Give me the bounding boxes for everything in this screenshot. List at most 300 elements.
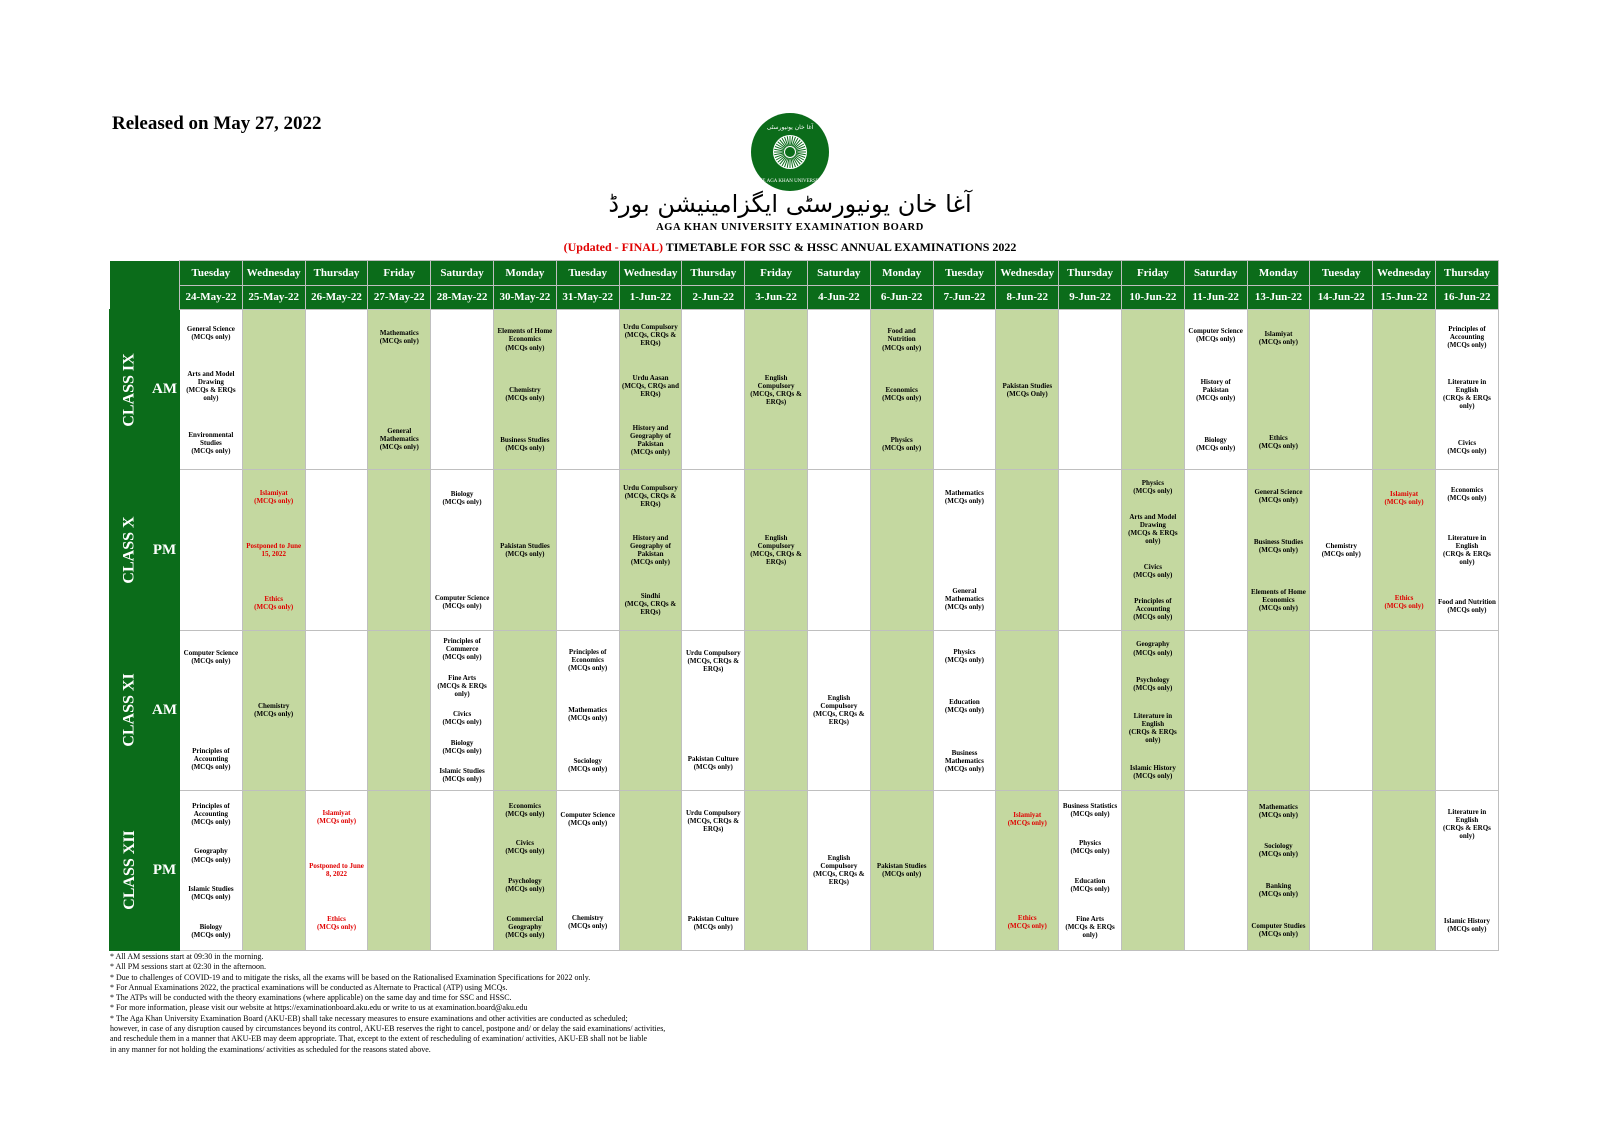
exam-subject: Principles of Accounting bbox=[192, 747, 230, 764]
exam-entry bbox=[882, 436, 921, 452]
exam-subject: Mathematics bbox=[1258, 802, 1298, 811]
exam-entry bbox=[587, 866, 589, 874]
exam-cell bbox=[431, 790, 494, 950]
exam-cell bbox=[996, 630, 1059, 790]
exam-entry bbox=[182, 370, 240, 402]
exam-entry bbox=[1071, 877, 1110, 893]
exam-entry bbox=[505, 386, 544, 402]
dates-header: 4-Jun-22 bbox=[807, 285, 870, 310]
exam-subject: General Mathematics bbox=[379, 426, 419, 443]
exam-cell bbox=[1247, 310, 1310, 470]
exam-entry bbox=[1438, 598, 1496, 614]
exam-subject: Physics bbox=[1078, 839, 1102, 848]
exam-entry bbox=[684, 649, 742, 673]
exam-entry bbox=[191, 847, 230, 863]
exam-format: (MCQs only) bbox=[316, 923, 357, 932]
exam-subject: Ethics bbox=[264, 595, 284, 604]
exam-subject: Business Statistics bbox=[1062, 801, 1118, 810]
board-name: AGA KHAN UNIVERSITY EXAMINATION BOARD bbox=[656, 222, 924, 233]
exam-entry bbox=[882, 386, 921, 402]
exam-cell bbox=[996, 470, 1059, 630]
footnote-line: * The Aga Khan University Examination Board (AKU-EB) shall take necessary measures to ensure examinations and other activities are conducted as scheduled; bbox=[110, 1013, 628, 1023]
exam-subject: Sindhi bbox=[640, 592, 661, 601]
exam-format: (MCQs only) bbox=[442, 718, 482, 727]
exam-entry bbox=[187, 325, 235, 341]
exam-entry bbox=[1063, 802, 1117, 818]
exam-cell bbox=[807, 790, 870, 950]
exam-subject: Civics bbox=[452, 710, 472, 719]
exam-format: (MCQs only) bbox=[1007, 818, 1047, 827]
exam-format: (MCQs only) bbox=[568, 818, 608, 827]
exam-cell bbox=[619, 470, 682, 630]
exam-subject: Principles of Accounting bbox=[192, 801, 230, 818]
exam-cell bbox=[493, 630, 556, 790]
exam-entry bbox=[433, 637, 491, 661]
exam-entry bbox=[496, 327, 554, 351]
exam-entry bbox=[439, 767, 484, 783]
exam-entry bbox=[1438, 325, 1496, 349]
title-main: TIMETABLE FOR SSC & HSSC ANNUAL EXAMINATIONS 2022 bbox=[665, 240, 1017, 254]
exam-subject: Principles of Accounting bbox=[1134, 596, 1172, 613]
exam-cell bbox=[431, 310, 494, 470]
exam-subject: Physics bbox=[1141, 479, 1164, 488]
exam-entry bbox=[1196, 436, 1235, 452]
exam-format: (MCQs only) bbox=[1258, 546, 1298, 555]
exam-cell bbox=[242, 630, 305, 790]
dates-header: 28-May-22 bbox=[431, 285, 494, 310]
exam-format: (MCQs only) bbox=[1070, 885, 1110, 894]
exam-format: (CRQs & ERQs only) bbox=[1443, 393, 1491, 410]
dates-header: 11-Jun-22 bbox=[1184, 285, 1247, 310]
exam-entry bbox=[191, 923, 230, 939]
exam-subject: Economics bbox=[885, 385, 918, 394]
exam-subject: Computer Science bbox=[434, 593, 490, 602]
session-label: PM bbox=[150, 470, 180, 630]
exam-format: (CRQs & ERQs only) bbox=[1443, 824, 1491, 841]
exam-subject: Ethics bbox=[1269, 433, 1288, 442]
class-row bbox=[110, 630, 1499, 790]
exam-format: (MCQs only) bbox=[191, 855, 231, 864]
exam-cell bbox=[682, 790, 745, 950]
exam-entry bbox=[810, 694, 868, 726]
days-header: Wednesday bbox=[996, 261, 1059, 286]
exam-format: (MCQs, CRQs & ERQs) bbox=[624, 331, 677, 348]
exam-format: (MCQs only) bbox=[505, 550, 545, 559]
exam-entry bbox=[688, 915, 739, 931]
exam-entry bbox=[1438, 534, 1496, 566]
exam-subject: Islamiyat bbox=[1390, 490, 1419, 499]
exam-format: (MCQs only) bbox=[254, 496, 294, 505]
exam-format: (MCQs, CRQs & ERQs) bbox=[813, 870, 865, 887]
exam-format: (MCQs only) bbox=[1070, 847, 1110, 856]
exam-cell bbox=[1121, 470, 1184, 630]
exam-subject: Pakistan Culture bbox=[687, 755, 739, 764]
exam-subject: Geography bbox=[1136, 640, 1170, 649]
exam-format: (MCQs only) bbox=[1133, 612, 1173, 621]
exam-entry bbox=[622, 592, 680, 616]
release-date: Released on May 27, 2022 bbox=[112, 113, 322, 134]
footnote-line: * For Annual Examinations 2022, the practical examinations will be conducted as Alternate to Practical (ATP) using MCQs. bbox=[110, 982, 508, 992]
exam-subject: Computer Science bbox=[560, 810, 615, 819]
exam-entry bbox=[1188, 327, 1243, 343]
exam-entry bbox=[559, 648, 617, 672]
dates-header: 30-May-22 bbox=[493, 285, 556, 310]
days-header: Tuesday bbox=[1310, 261, 1373, 286]
exam-cell bbox=[1373, 470, 1436, 630]
title-prefix: (Updated - FINAL) bbox=[563, 240, 663, 254]
exam-entry bbox=[1384, 490, 1423, 506]
footnote-line: * Due to challenges of COVID-19 and to mitigate the risks, all the exams will be based on the Rationalised Examination Specifications for 2022 only. bbox=[110, 972, 591, 982]
exam-cell bbox=[305, 630, 368, 790]
exam-cell bbox=[242, 310, 305, 470]
exam-cell bbox=[242, 790, 305, 950]
exam-entry bbox=[500, 542, 550, 558]
exam-format: (MCQs only) bbox=[1447, 605, 1487, 614]
exam-entry bbox=[254, 489, 293, 505]
exam-format: (MCQs only) bbox=[505, 393, 545, 402]
exam-entry bbox=[1438, 808, 1496, 840]
exam-cell bbox=[1310, 630, 1373, 790]
exam-format: (MCQs only) bbox=[1258, 338, 1298, 347]
class-label bbox=[110, 790, 150, 950]
exam-entry bbox=[945, 698, 984, 714]
exam-subject: Ethics bbox=[1394, 593, 1414, 602]
exam-format: (MCQs only) bbox=[1007, 922, 1047, 931]
exam-format: (MCQs only) bbox=[1258, 930, 1298, 939]
exam-format: (MCQs only) bbox=[882, 870, 922, 879]
exam-entry bbox=[1259, 842, 1298, 858]
exam-entry bbox=[1061, 915, 1119, 939]
exam-entry bbox=[1278, 386, 1280, 394]
exam-entry bbox=[308, 862, 366, 878]
exam-cell bbox=[1435, 310, 1498, 470]
exam-cell bbox=[493, 470, 556, 630]
exam-entry bbox=[1444, 917, 1490, 933]
exam-subject: Urdu Compulsory bbox=[623, 323, 678, 332]
exam-subject: Literature in English bbox=[1447, 377, 1487, 394]
exam-format: (MCQs only) bbox=[316, 817, 357, 826]
exam-format: (MCQs only) bbox=[1133, 771, 1173, 780]
dates-header: 7-Jun-22 bbox=[933, 285, 996, 310]
exam-subject: Arts and Model Drawing bbox=[187, 369, 235, 386]
exam-format: (MCQs only) bbox=[191, 332, 231, 341]
exam-cell bbox=[368, 790, 431, 950]
days-header: Friday bbox=[368, 261, 431, 286]
exam-format: (MCQs only) bbox=[1133, 487, 1173, 496]
exam-entry bbox=[684, 809, 742, 833]
exam-format: (MCQs Only) bbox=[1006, 389, 1048, 398]
footnote-line: * The ATPs will be conducted with the theory examinations (where applicable) on the same day and time for SSC and HSSC. bbox=[110, 993, 512, 1003]
exam-format: (MCQs only) bbox=[379, 336, 419, 345]
exam-subject: Environmental Studies bbox=[188, 430, 234, 447]
exam-entry bbox=[622, 534, 680, 566]
exam-cell bbox=[1059, 310, 1122, 470]
exam-cell bbox=[556, 310, 619, 470]
exam-cell bbox=[745, 470, 808, 630]
exam-format: (MCQs only) bbox=[379, 442, 419, 451]
header-corner bbox=[110, 285, 180, 310]
footnotes bbox=[110, 952, 665, 1055]
exam-subject: Literature in English bbox=[1133, 711, 1173, 729]
exam-cell bbox=[1247, 470, 1310, 630]
exam-subject: English Compulsory bbox=[820, 694, 858, 711]
exam-subject: Education bbox=[949, 698, 980, 707]
exam-format: (MCQs only) bbox=[1447, 340, 1487, 349]
exam-format: (MCQs only) bbox=[1447, 924, 1487, 933]
exam-cell bbox=[556, 470, 619, 630]
exam-subject: Elements of Home Economics bbox=[497, 327, 553, 344]
exam-format: (MCQs only) bbox=[630, 448, 671, 457]
dates-header: 14-Jun-22 bbox=[1310, 285, 1373, 310]
exam-subject: Biology bbox=[199, 923, 223, 932]
days-header: Saturday bbox=[431, 261, 494, 286]
exam-format: (MCQs only) bbox=[442, 498, 482, 507]
class-label bbox=[110, 470, 150, 630]
exam-cell bbox=[1247, 790, 1310, 950]
exam-format: (MCQs & ERQs only) bbox=[1065, 923, 1115, 940]
exam-cell bbox=[933, 310, 996, 470]
exam-cell bbox=[996, 790, 1059, 950]
exam-format: (MCQs only) bbox=[1384, 498, 1424, 507]
exam-cell bbox=[368, 310, 431, 470]
exam-cell bbox=[682, 470, 745, 630]
exam-entry bbox=[688, 755, 739, 771]
exam-entry bbox=[873, 327, 931, 351]
exam-entry bbox=[622, 374, 680, 398]
exam-subject: English Compulsory bbox=[757, 533, 795, 550]
exam-cell bbox=[996, 310, 1059, 470]
exam-entry bbox=[810, 854, 868, 886]
exam-subject: History and Geography of Pakistan bbox=[629, 424, 671, 449]
header-corner bbox=[110, 261, 180, 286]
exam-subject: Sociology bbox=[1264, 842, 1293, 851]
exam-entry bbox=[945, 648, 984, 664]
exam-cell bbox=[933, 470, 996, 630]
exam-cell bbox=[556, 790, 619, 950]
exam-subject: Civics bbox=[515, 839, 535, 848]
exam-subject: General Mathematics bbox=[945, 586, 984, 604]
exam-cell bbox=[807, 630, 870, 790]
exam-cell bbox=[619, 790, 682, 950]
days-header: Tuesday bbox=[556, 261, 619, 286]
exam-format: (MCQs, CRQs & ERQs) bbox=[624, 491, 677, 508]
exam-format: (MCQs, CRQs & ERQs) bbox=[813, 710, 865, 727]
exam-format: (MCQs only) bbox=[568, 663, 608, 672]
exam-subject: Pakistan Studies bbox=[500, 541, 550, 550]
dates-header: 26-May-22 bbox=[305, 285, 368, 310]
exam-entry bbox=[1259, 803, 1298, 819]
exam-format: (MCQs only) bbox=[505, 343, 545, 352]
exam-format: (MCQs only) bbox=[1133, 570, 1173, 579]
dates-header: 13-Jun-22 bbox=[1247, 285, 1310, 310]
exam-cell bbox=[1184, 470, 1247, 630]
class-row bbox=[110, 470, 1499, 630]
exam-cell bbox=[305, 790, 368, 950]
footnote-line: * All PM sessions start at 02:30 in the afternoon. bbox=[110, 962, 266, 972]
days-header: Saturday bbox=[807, 261, 870, 286]
exam-subject: Fine Arts bbox=[448, 673, 476, 682]
exam-subject: Islamiyat bbox=[1264, 330, 1293, 339]
exam-subject: History of Pakistan bbox=[1200, 377, 1231, 394]
exam-entry bbox=[254, 702, 293, 718]
exam-subject: Islamic History bbox=[1443, 916, 1490, 925]
exam-subject: Literature in English bbox=[1447, 533, 1487, 550]
exam-entry bbox=[443, 710, 482, 726]
exam-subject: Postponed to June 15, 2022 bbox=[246, 541, 302, 559]
exam-cell bbox=[1435, 470, 1498, 630]
exam-entry bbox=[505, 802, 544, 818]
days-header: Tuesday bbox=[933, 261, 996, 286]
exam-entry bbox=[1259, 330, 1298, 346]
exam-cell bbox=[180, 790, 243, 950]
days-header: Wednesday bbox=[619, 261, 682, 286]
exam-subject: Urdu Compulsory bbox=[685, 649, 741, 658]
exam-cell bbox=[556, 630, 619, 790]
exam-cell bbox=[933, 790, 996, 950]
exam-subject: Economics bbox=[1450, 486, 1484, 495]
exam-cell bbox=[807, 470, 870, 630]
exam-entry bbox=[936, 749, 994, 773]
exam-entry bbox=[182, 431, 240, 455]
exam-format: (MCQs only) bbox=[944, 706, 984, 715]
days-header: Saturday bbox=[1184, 261, 1247, 286]
exam-format: (MCQs only) bbox=[568, 714, 608, 723]
exam-cell bbox=[1121, 790, 1184, 950]
exam-entry bbox=[568, 706, 607, 722]
exam-entry bbox=[245, 542, 303, 558]
exam-format: (MCQs only) bbox=[442, 652, 482, 661]
document-title bbox=[400, 240, 1180, 255]
exam-format: (MCQs only) bbox=[882, 343, 922, 352]
exam-subject: Sociology bbox=[573, 756, 602, 765]
exam-cell bbox=[745, 310, 808, 470]
exam-cell bbox=[745, 790, 808, 950]
exam-format: (MCQs only) bbox=[1070, 809, 1110, 818]
session-label: PM bbox=[150, 790, 180, 950]
exam-format: (MCQs only) bbox=[191, 893, 231, 902]
exam-entry bbox=[254, 595, 293, 611]
exam-entry bbox=[317, 915, 356, 931]
exam-cell bbox=[1373, 790, 1436, 950]
exam-format: (MCQs only) bbox=[442, 775, 482, 784]
exam-entry bbox=[1124, 712, 1182, 744]
exam-subject: Ethics bbox=[1017, 914, 1037, 923]
exam-subject: Food and Nutrition bbox=[887, 327, 916, 344]
exam-subject: Civics bbox=[1457, 438, 1477, 447]
footnote-line: * For more information, please visit our website at https://examinationboard.aku.edu or write to us at examination.board@aku.edu bbox=[110, 1003, 528, 1013]
exam-entry bbox=[505, 877, 544, 893]
exam-entry bbox=[500, 436, 549, 452]
exam-format: (MCQs only) bbox=[191, 817, 231, 826]
exam-entry bbox=[184, 649, 239, 665]
exam-subject: Education bbox=[1074, 877, 1106, 886]
exam-subject: Principles of Commerce bbox=[443, 636, 481, 653]
exam-cell bbox=[493, 310, 556, 470]
class-label bbox=[110, 630, 150, 790]
exam-format: (MCQs only) bbox=[254, 603, 294, 612]
exam-subject: Elements of Home Economics bbox=[1251, 588, 1306, 605]
exam-entry bbox=[1250, 588, 1308, 612]
exam-entry bbox=[1251, 922, 1305, 938]
timetable bbox=[109, 260, 1499, 951]
exam-subject: Pakistan Studies bbox=[876, 862, 927, 871]
exam-format: (MCQs only) bbox=[944, 655, 984, 664]
exam-format: (MCQs only) bbox=[505, 809, 545, 818]
exam-format: (MCQs only) bbox=[505, 885, 545, 894]
exam-cell bbox=[180, 630, 243, 790]
exam-subject: Urdu Aasan bbox=[632, 373, 669, 382]
exam-subject: Chemistry bbox=[509, 385, 541, 394]
exam-entry bbox=[1438, 378, 1496, 410]
exam-format: (CRQs & ERQs only) bbox=[1443, 550, 1491, 567]
exam-entry bbox=[712, 710, 714, 718]
urdu-board-name: آغا خان یونیورسٹی ایگزامینیشن بورڈ bbox=[608, 190, 972, 218]
days-header: Thursday bbox=[305, 261, 368, 286]
exam-subject: Islamic History bbox=[1129, 763, 1176, 772]
exam-format: (MCQs only) bbox=[191, 763, 231, 772]
exam-cell bbox=[870, 630, 933, 790]
class-label-text: CLASS X bbox=[120, 516, 138, 584]
dates-header: 31-May-22 bbox=[556, 285, 619, 310]
exam-cell bbox=[933, 630, 996, 790]
exam-format: (MCQs only) bbox=[944, 603, 984, 612]
exam-format: (MCQs, CRQs and ERQs) bbox=[621, 381, 679, 398]
exam-cell bbox=[1373, 630, 1436, 790]
exam-subject: English Compulsory bbox=[757, 373, 795, 390]
exam-format: (MCQs & ERQs only) bbox=[1128, 529, 1178, 546]
exam-subject: Psychology bbox=[508, 877, 542, 886]
class-row bbox=[110, 310, 1499, 470]
dates-header: 16-Jun-22 bbox=[1435, 285, 1498, 310]
exam-entry bbox=[1447, 486, 1486, 502]
exam-entry bbox=[945, 489, 984, 505]
exam-cell bbox=[1121, 310, 1184, 470]
exam-subject: Ethics bbox=[327, 915, 346, 924]
exam-entry bbox=[496, 915, 554, 939]
exam-entry bbox=[568, 914, 607, 930]
exam-cell bbox=[1184, 310, 1247, 470]
exam-cell bbox=[305, 310, 368, 470]
exam-format: (MCQs only) bbox=[254, 710, 294, 719]
class-label-text: CLASS IX bbox=[120, 353, 138, 427]
exam-subject: Biology bbox=[450, 738, 474, 747]
exam-format: (MCQs only) bbox=[191, 657, 231, 666]
exam-entry bbox=[317, 809, 356, 825]
exam-entry bbox=[433, 674, 491, 698]
exam-format: (MCQs only) bbox=[568, 764, 608, 773]
exam-format: (MCQs only) bbox=[944, 496, 984, 505]
exam-subject: Computer Science bbox=[1188, 327, 1243, 336]
exam-subject: Civics bbox=[1143, 562, 1162, 571]
exam-cell bbox=[870, 470, 933, 630]
exam-entry bbox=[747, 374, 805, 406]
dates-header: 3-Jun-22 bbox=[745, 285, 808, 310]
exam-format: (MCQs only) bbox=[1384, 601, 1424, 610]
exam-entry bbox=[1254, 488, 1302, 504]
exam-subject: Islamiyat bbox=[259, 488, 288, 497]
exam-entry bbox=[1384, 594, 1423, 610]
exam-format: (MCQs only) bbox=[1258, 890, 1298, 899]
exam-subject: Banking bbox=[1265, 882, 1292, 891]
exam-entry bbox=[747, 534, 805, 566]
exam-subject: Mathematics bbox=[568, 706, 608, 715]
exam-format: (MCQs, CRQs & ERQs) bbox=[624, 600, 677, 617]
class-label-text: CLASS XII bbox=[120, 830, 138, 911]
exam-entry bbox=[1008, 811, 1047, 827]
exam-format: (MCQs only) bbox=[1133, 648, 1173, 657]
exam-cell bbox=[1310, 790, 1373, 950]
exam-format: (MCQs & ERQs only) bbox=[437, 681, 487, 698]
